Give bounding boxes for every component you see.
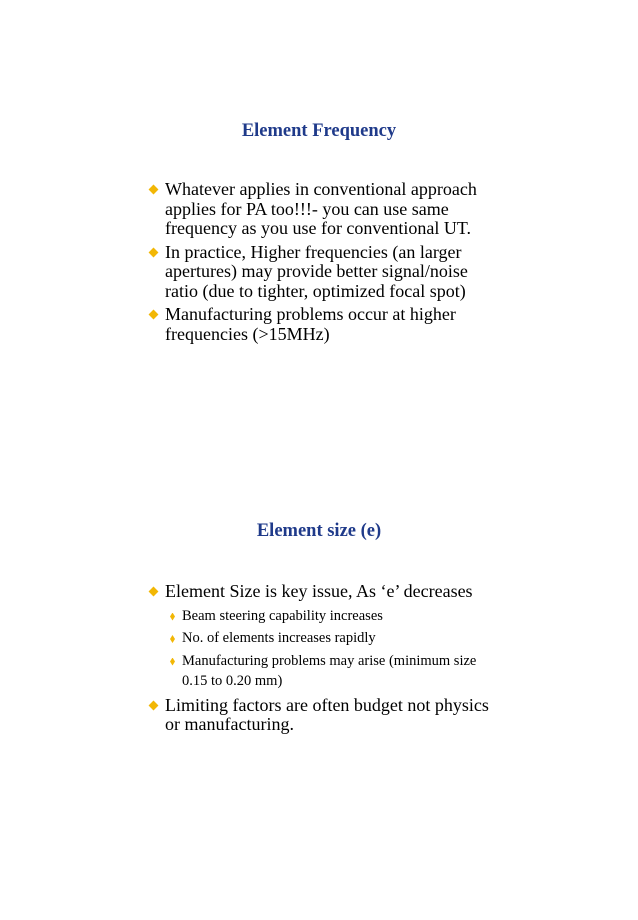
- bullet-text: Whatever applies in conventional approach applies for PA too!!!- you can use same frequency as you use for conventional UT.: [165, 179, 477, 238]
- bullet-list: [148, 582, 493, 739]
- sub-bullet-text: No. of elements increases rapidly: [182, 630, 376, 646]
- sub-bullet-item: [165, 606, 493, 627]
- bullet-item: [148, 696, 493, 735]
- diamond-bullet-icon: [149, 247, 159, 257]
- bullet-item: [148, 180, 493, 239]
- small-diamond-bullet-icon: [170, 635, 175, 643]
- bullet-text: In practice, Higher frequencies (an larger apertures) may provide better signal/noise ratio (due to tighter, optimized focal spot): [165, 241, 468, 301]
- small-diamond-bullet-icon: [170, 658, 175, 666]
- sub-bullet-item: [165, 651, 493, 692]
- sub-bullet-item: [165, 628, 493, 649]
- slide-title: Element size (e): [256, 521, 382, 541]
- sub-bullet-text: Beam steering capability increases: [182, 607, 383, 624]
- bullet-text: Element Size is key issue, As ‘e’ decreases: [165, 581, 473, 601]
- bullet-item: [148, 582, 493, 692]
- bullet-item: [148, 243, 493, 302]
- sub-bullet-list: [165, 606, 493, 692]
- bullet-list: [148, 180, 493, 348]
- slide-element-size: [0, 460, 638, 920]
- bullet-text: Manufacturing problems occur at higher frequencies (>15MHz): [165, 304, 456, 344]
- slide-title: Element Frequency: [241, 121, 397, 141]
- bullet-text: Limiting factors are often budget not physics or manufacturing.: [165, 694, 489, 734]
- sub-bullet-text: Manufacturing problems may arise (minimum size 0.15 to 0.20 mm): [182, 652, 477, 689]
- diamond-bullet-icon: [149, 310, 159, 320]
- diamond-bullet-icon: [149, 587, 159, 597]
- diamond-bullet-icon: [149, 185, 159, 195]
- small-diamond-bullet-icon: [170, 613, 175, 621]
- diamond-bullet-icon: [149, 700, 159, 710]
- bullet-item: [148, 305, 493, 344]
